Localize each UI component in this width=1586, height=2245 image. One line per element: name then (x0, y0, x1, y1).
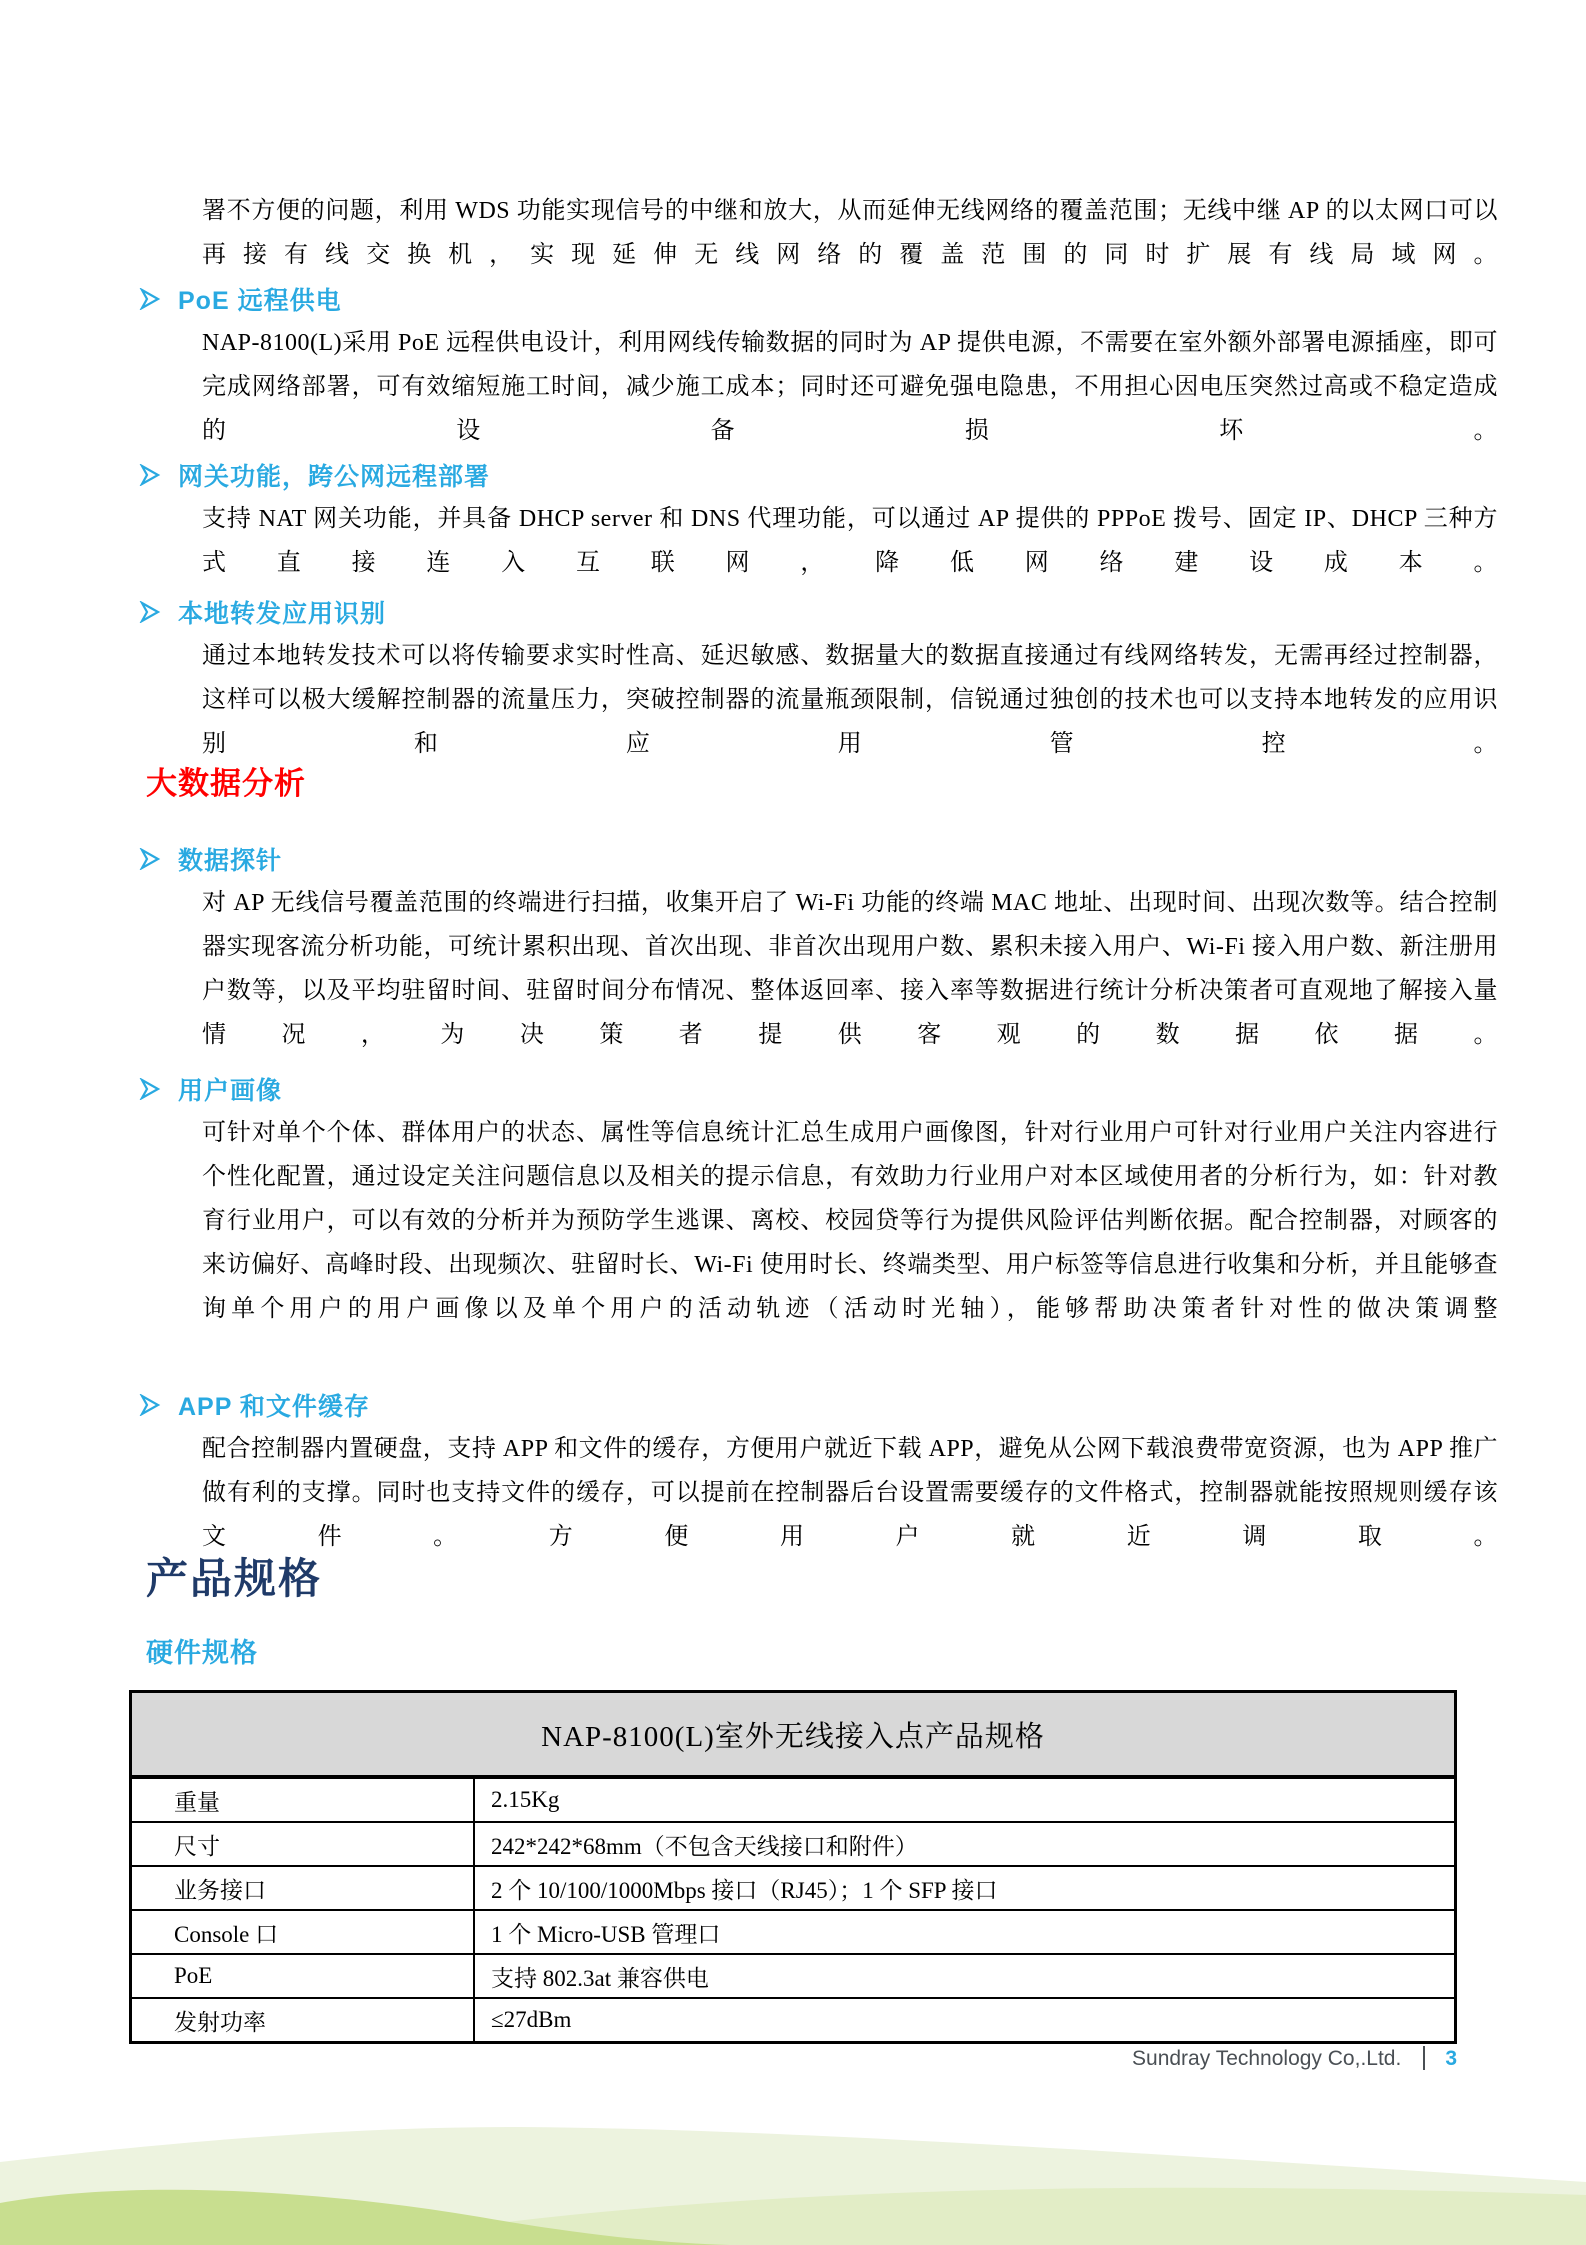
spec-label: 业务接口 (131, 1866, 475, 1910)
hardware-spec-table (129, 1690, 1457, 2044)
intro-paragraph: 署不方便的问题，利用 WDS 功能实现信号的中继和放大，从而延伸无线网络的覆盖范围；无线中继 AP 的以太网口可以再接有线交换机，实现延伸无线网络的覆盖范围的同时扩展有线局域网。 (202, 198, 1498, 268)
spec-value: 242*242*68mm（不包含天线接口和附件） (474, 1822, 1456, 1866)
subsection-heading-hardware-spec: 硬件规格 (146, 1638, 258, 1668)
feature-heading-poe (138, 277, 342, 321)
section-heading-big-data: 大数据分析 (146, 766, 306, 801)
table-row (131, 1822, 1456, 1866)
feature-title: 本地转发应用识别 (178, 600, 387, 628)
feature-title: 数据探针 (178, 847, 283, 875)
section-heading-product-spec: 产品规格 (146, 1555, 323, 1602)
spec-label: 重量 (131, 1777, 475, 1822)
feature-body: NAP-8100(L)采用 PoE 远程供电设计，利用网线传输数据的同时为 AP 提供电源，不需要在室外额外部署电源插座，即可完成网络部署，可有效缩短施工时间，减少施工成本；同时还可避免强电隐患，不用担心因电压突然过高或不稳定造成的设备损坏。 (202, 330, 1498, 444)
table-row (131, 1954, 1456, 1998)
page-footer (129, 2044, 1457, 2074)
spec-value: ≤27dBm (474, 1998, 1456, 2043)
feature-heading-app-cache (138, 1383, 370, 1427)
arrow-bullet-icon (138, 600, 162, 624)
spec-value: 支持 802.3at 兼容供电 (474, 1954, 1456, 1998)
spec-label: 发射功率 (131, 1998, 475, 2043)
spec-table-header-row (131, 1692, 1456, 1778)
feature-title: PoE 远程供电 (178, 287, 342, 315)
table-row (131, 1777, 1456, 1822)
feature-title: 网关功能，跨公网远程部署 (178, 463, 491, 491)
feature-title: 用户画像 (178, 1077, 283, 1105)
spec-label: 尺寸 (131, 1822, 475, 1866)
arrow-bullet-icon (138, 1077, 162, 1101)
feature-heading-data-probe (138, 837, 282, 881)
feature-heading-local-forwarding (138, 590, 386, 634)
footer-separator (1423, 2046, 1425, 2070)
feature-body: 通过本地转发技术可以将传输要求实时性高、延迟敏感、数据量大的数据直接通过有线网络转发，无需再经过控制器，这样可以极大缓解控制器的流量压力，突破控制器的流量瓶颈限制，信锐通过独创的技术也可以支持本地转发的应用识别和应用管控。 (202, 643, 1498, 757)
spec-value: 2 个 10/100/1000Mbps 接口（RJ45）；1 个 SFP 接口 (474, 1866, 1456, 1910)
decorative-wave-graphic (0, 2095, 1586, 2245)
spec-value: 2.15Kg (474, 1777, 1456, 1822)
feature-title: APP 和文件缓存 (178, 1393, 370, 1421)
arrow-bullet-icon (138, 287, 162, 311)
arrow-bullet-icon (138, 463, 162, 487)
feature-heading-user-portrait (138, 1067, 282, 1111)
arrow-bullet-icon (138, 847, 162, 871)
footer-company: Sundray Technology Co,.Ltd. (1132, 2047, 1402, 2070)
table-row (131, 1998, 1456, 2043)
arrow-bullet-icon (138, 1393, 162, 1417)
feature-body: 可针对单个个体、群体用户的状态、属性等信息统计汇总生成用户画像图，针对行业用户可针对行业用户关注内容进行个性化配置，通过设定关注问题信息以及相关的提示信息，有效助力行业用户对本区域使用者的分析行为，如：针对教育行业用户，可以有效的分析并为预防学生逃课、离校、校园贷等行为提供风险评估判断依据。配合控制器，对顾客的来访偏好、高峰时段、出现频次、驻留时长、Wi-Fi 使用时长、终端类型、用户标签等信息进行收集和分析，并且能够查询单个用户的用户画像以及单个用户的活动轨迹（活动时光轴），能够帮助决策者针对性的做决策调整 (202, 1120, 1498, 1322)
footer-page-number: 3 (1445, 2047, 1457, 2070)
spec-label: Console 口 (131, 1910, 475, 1954)
spec-value: 1 个 Micro-USB 管理口 (474, 1910, 1456, 1954)
table-row (131, 1866, 1456, 1910)
feature-heading-gateway (138, 453, 490, 497)
table-row (131, 1910, 1456, 1954)
feature-body: 支持 NAT 网关功能，并具备 DHCP server 和 DNS 代理功能，可以通过 AP 提供的 PPPoE 拨号、固定 IP、DHCP 三种方式直接连入互联网，降低网络建设成本。 (202, 506, 1498, 576)
spec-label: PoE (131, 1954, 475, 1998)
feature-body: 对 AP 无线信号覆盖范围的终端进行扫描，收集开启了 Wi-Fi 功能的终端 MAC 地址、出现时间、出现次数等。结合控制器实现客流分析功能，可统计累积出现、首次出现、非首次出现用户数、累积未接入用户、Wi-Fi 接入用户数、新注册用户数等，以及平均驻留时间、驻留时间分布情况、整体返回率、接入率等数据进行统计分析决策者可直观地了解接入量情况，为决策者提供客观的数据依据。 (202, 890, 1498, 1048)
spec-table-title: NAP-8100(L)室外无线接入点产品规格 (131, 1692, 1456, 1778)
feature-body: 配合控制器内置硬盘，支持 APP 和文件的缓存，方便用户就近下载 APP，避免从公网下载浪费带宽资源，也为 APP 推广做有利的支撑。同时也支持文件的缓存，可以提前在控制器后台设置需要缓存的文件格式，控制器就能按照规则缓存该文件。方便用户就近调取。 (202, 1436, 1498, 1550)
